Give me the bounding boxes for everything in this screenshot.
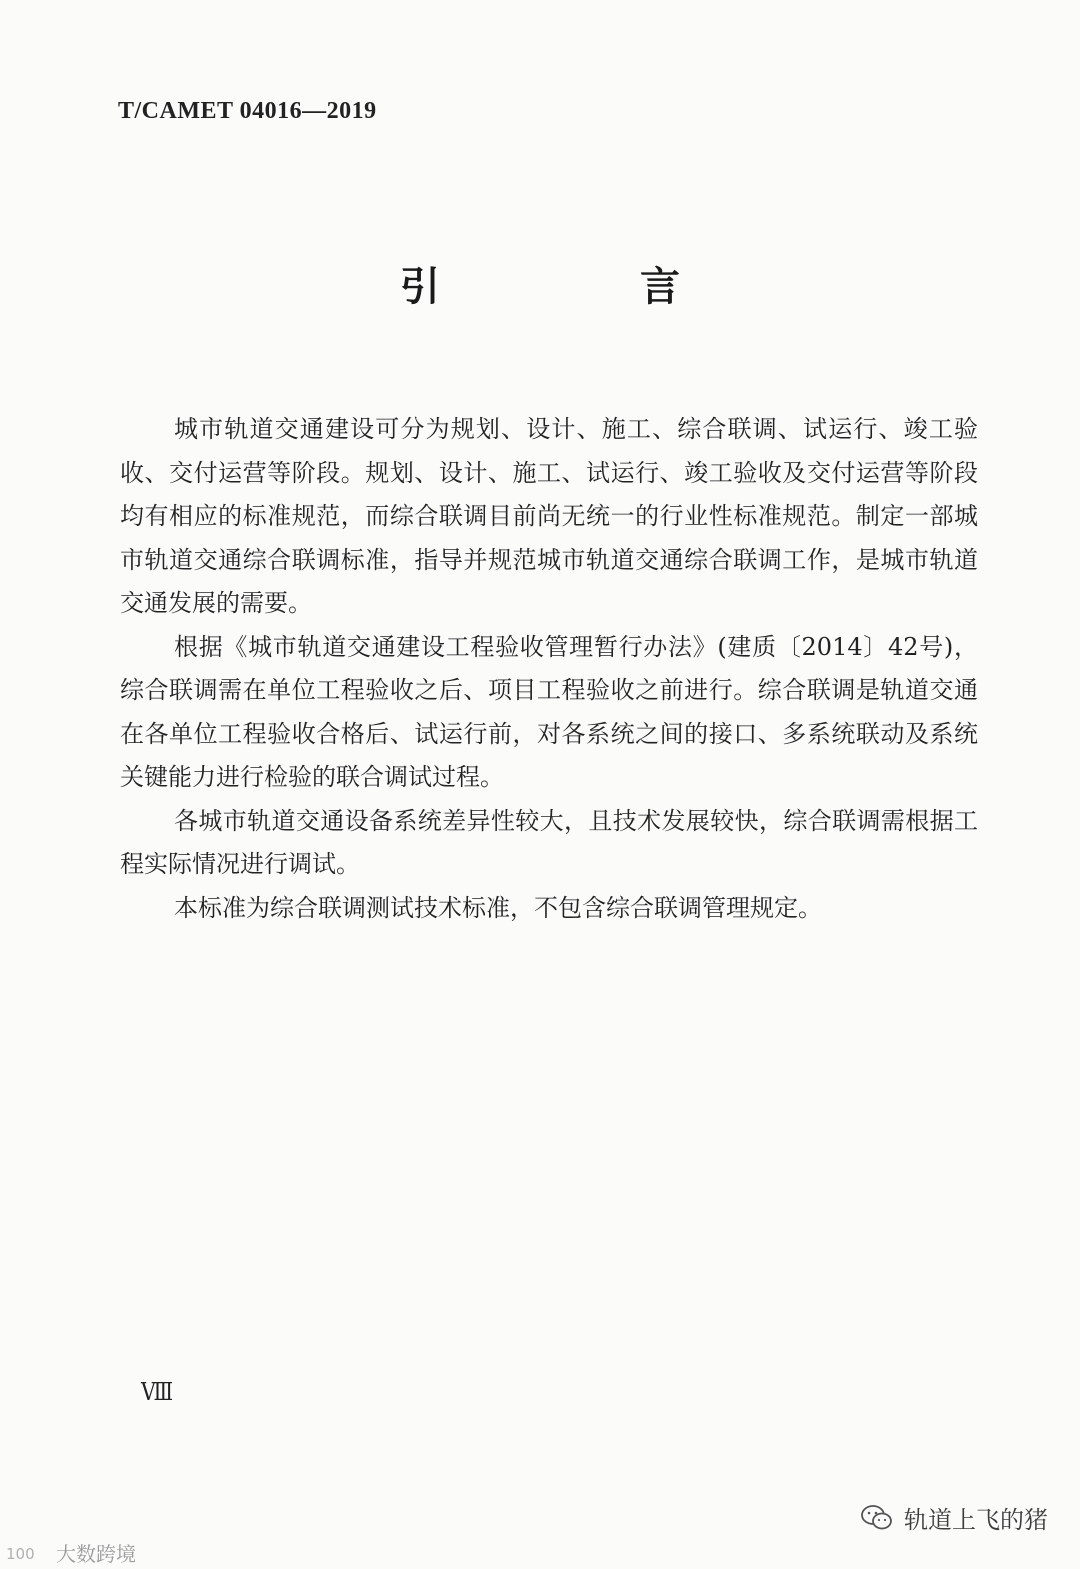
paragraph-4: 本标准为综合联调测试技术标准，不包含综合联调管理规定。 (174, 893, 822, 922)
paragraph-1: 城市轨道交通建设可分为规划、设计、施工、综合联调、试运行、竣工验收、交付运营等阶段。规划、设计、施工、试运行、竣工验收及交付运营等阶段均有相应的标准规范，而综合联调目前尚无统一的行业性标准规范。制定一部城市轨道交通综合联调标准，指导并规范城市轨道交通综合联调工作，是城市轨道交通发展的需要。 (120, 415, 978, 617)
body-text (120, 408, 978, 930)
watermark-left (4, 1538, 136, 1567)
wechat-icon (860, 1503, 894, 1533)
svg-text:100: 100 (6, 1544, 35, 1563)
paragraph-2: 根据《城市轨道交通建设工程验收管理暂行办法》(建质〔2014〕42号)，综合联调需在单位工程验收之后、项目工程验收之前进行。综合联调是轨道交通在各单位工程验收合格后、试运行前，对各系统之间的接口、多系统联动及系统关键能力进行检验的联合调试过程。 (120, 632, 978, 791)
logo-icon (4, 1542, 52, 1564)
page-title: 引 言 (400, 264, 760, 310)
page-number: Ⅷ (141, 1380, 174, 1406)
watermark-right (860, 1500, 1048, 1535)
standard-code: T/CAMET 04016—2019 (118, 98, 377, 124)
watermark-left-text: 大数跨境 (56, 1542, 136, 1566)
paragraph-3: 各城市轨道交通设备系统差异性较大，且技术发展较快，综合联调需根据工程实际情况进行调试。 (120, 806, 978, 878)
watermark-right-text: 轨道上飞的猪 (904, 1506, 1048, 1534)
